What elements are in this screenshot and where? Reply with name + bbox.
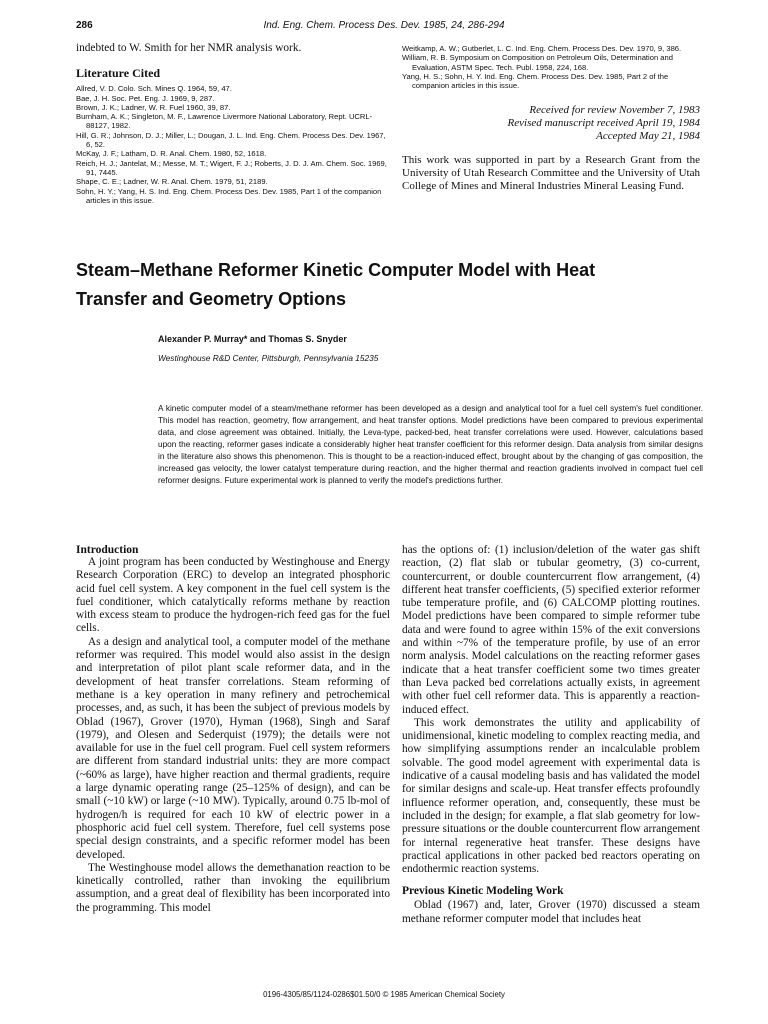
prev-article-right: [402, 44, 700, 193]
reference-list-right: [402, 44, 700, 90]
accepted-date: Accepted May 21, 1984: [596, 130, 700, 143]
ack-line: indebted to W. Smith for her NMR analysis work.: [76, 42, 302, 54]
reference-entry: Shape, C. E.; Ladner, W. R. Anal. Chem. 1979, 51, 2189.: [76, 177, 268, 187]
right-paragraph-1: has the options of: (1) inclusion/deletion of the water gas shift reaction, (2) flat slab or tubular geometry, (3) co-current, countercurrent, or double countercurrent flow arrangement, (4) different heat transfer coefficients, (5) specified exterior reformer tube temperature profile, and (6) CALCOMP plotting routines. Model predictions have been compared to simple reformer tube data and were found to agree within 15% of the exit conversions and within ~7% of the temperature profile, by use of an error norm analysis. Model calculations on the reacting reformer gases indicate that a heat transfer coefficient some two times greater than Leva packed bed correlations actually exists, in agreement with other fuel cell reformer data. This is apparently a reaction-induced effect.: [402, 544, 700, 716]
intro-paragraph-1: A joint program has been conducted by Westinghouse and Energy Research Corporation (ERC) to develop an integrated phosphoric acid fuel cell system. A key component in the fuel cell system is the fuel conditioner, which catalytically reforms methane by reaction with excess steam to produce the hydrogen-rich feed gas for the fuel cells.: [76, 556, 390, 635]
received-date: Received for review November 7, 1983: [529, 104, 700, 117]
literature-heading: Literature Cited: [76, 66, 161, 81]
support-note: This work was supported in part by a Research Grant from the University of Utah Research Committee and the University of Utah College of Mines and Mineral Industries Mineral Leasing Fund.: [402, 154, 700, 193]
article-title: [76, 256, 716, 314]
previous-work-heading: Previous Kinetic Modeling Work: [402, 885, 564, 898]
article-title-line2: Transfer and Geometry Options: [76, 289, 347, 309]
revised-date: Revised manuscript received April 19, 1984: [507, 117, 700, 130]
page-number: 286: [76, 20, 93, 31]
article-title-line1: Steam–Methane Reformer Kinetic Computer Model with Heat: [76, 260, 596, 280]
intro-paragraph-2: As a design and analytical tool, a computer model of the methane reformer was required. This model would also assist in the design and interpretation of pilot plant scale reformer data, and in the development of heat transfer correlations. Steam reforming of methane is a key operation in many refinery and petrochemical processes, and, as such, it has been the subject of previous models by Oblad (1967), Grover (1970), Hyman (1968), Singh and Saraf (1979), and Olesen and Sederquist (1979); the details were not available for use in the fuel cell program. Fuel cell system reformers are different from standard industrial units: they are more compact (~60% as large), have higher reaction and thermal gradients, require a large dynamic operating range (25–125% of design), and can be small (~10 kW) or large (~10 MW). Typically, around 0.75 lb-mol of hydrogen/h is required for each 10 kW of electric power in a phosphoric acid fuel cell system. Therefore, fuel cell systems pose special design constraints, and a specific reformer model has been developed.: [76, 635, 390, 861]
reference-entry: Bae, J. H. Soc. Pet. Eng. J. 1969, 9, 287.: [76, 93, 215, 103]
right-paragraph-2: This work demonstrates the utility and applicability of unidimensional, kinetic modeling to complex reacting media, and how simplifying assumptions render an incalculable problem solvable. The good model agreement with experimental data is indicative of a causal modeling basis and has validated the model for similar designs and scale-up. Heat transfer effects profoundly influence reformer operation, and, consequently, these must be included in the design; for example, a flat slab geometry for low-pressure situations or the double countercurrent flow arrangement for internal regenerative heat transfer. These designs have practical applications in other packed bed reactors operating on endothermic reaction systems.: [402, 716, 700, 876]
copyright-footer: 0196-4305/85/1124-0286$01.50/0 © 1985 American Chemical Society: [263, 990, 505, 999]
article-affiliation: Westinghouse R&D Center, Pittsburgh, Pennsylvania 15235: [158, 353, 379, 363]
reference-entry: Yang, H. S.; Sohn, H. Y. Ind. Eng. Chem. Process Des. Dev. 1985, Part 2 of the companion articles in this issue.: [402, 71, 669, 91]
reference-entry: Reich, H. J.; Jantelat, M.; Messe, M. T.; Wigert, F. J.; Roberts, J. D. J. Am. Chem. Soc. 1969, 91, 7445.: [76, 158, 387, 177]
article-authors: Alexander P. Murray* and Thomas S. Snyder: [158, 334, 347, 344]
reference-entry: McKay, J. F.; Latham, D. R. Anal. Chem. 1980, 52, 1618.: [76, 149, 267, 159]
received-block: [402, 104, 700, 143]
reference-entry: Weitkamp, A. W.; Gutberlet, L. C. Ind. Eng. Chem. Process Des. Dev. 1970, 9, 386.: [402, 44, 682, 53]
body-right-column: [402, 544, 700, 926]
intro-paragraph-3: The Westinghouse model allows the demethanation reaction to be kinetically controlled, rather than invoking the equilibrium assumption, and a great deal of flexibility has been incorporated into the programming. This model: [76, 861, 390, 914]
reference-entry: Sohn, H. Y.; Yang, H. S. Ind. Eng. Chem. Process Des. Dev. 1985, Part 1 of the companion articles in this issue.: [76, 186, 382, 205]
prev-article-left: [76, 42, 390, 205]
reference-list-left: [76, 84, 390, 205]
reference-entry: Allred, V. D. Colo. Sch. Mines Q. 1964, 59, 47.: [76, 84, 232, 94]
reference-entry: Burnham, A. K.; Singleton, M. F., Lawrence Livermore National Laboratory, Rept. UCRL-88127, 1982.: [76, 112, 373, 131]
intro-heading: Introduction: [76, 544, 139, 556]
reference-entry: William, R. B. Symposium on Composition on Petroleum Oils, Determination and Evaluation, ASTM Spec. Tech. Publ. 1958, 224, 168.: [402, 53, 673, 72]
body-left-column: [76, 544, 390, 915]
running-header: Ind. Eng. Chem. Process Des. Dev. 1985, 24, 286-294: [263, 20, 505, 31]
article-abstract: A kinetic computer model of a steam/methane reformer has been developed as a design and analytical tool for a fuel cell system's fuel conditioner. This model has reaction, geometry, flow arrangement, and heat transfer options. Model predictions have been compared to previous experimental data, and close agreement was obtained. Initially, the Leva-type, packed-bed, heat transfer correlations were used. However, calculations based upon the reacting, reformer gases indicate a considerably higher heat transfer coefficient for this reformer design. Data analysis from similar designs in the literature also shows this phenomenon. This is thought to be a reaction-induced effect, brought about by the changing of gas composition, the increased gas velocity, the lower catalyst temperature during reaction, and the higher thermal and reaction gradients involved in compact fuel cell reformer designs. Future experimental work is planned to verify the model's predictions further.: [158, 404, 703, 485]
previous-work-paragraph: Oblad (1967) and, later, Grover (1970) discussed a steam methane reformer computer model that includes heat: [402, 899, 700, 925]
reference-entry: Hill, G. R.; Johnson, D. J.; Miller, L.; Dougan, J. L. Ind. Eng. Chem. Process Des. Dev. 1967, 6, 52.: [76, 130, 386, 150]
reference-entry: Brown, J. K.; Ladner, W. R. Fuel 1960, 39, 87.: [76, 102, 231, 112]
